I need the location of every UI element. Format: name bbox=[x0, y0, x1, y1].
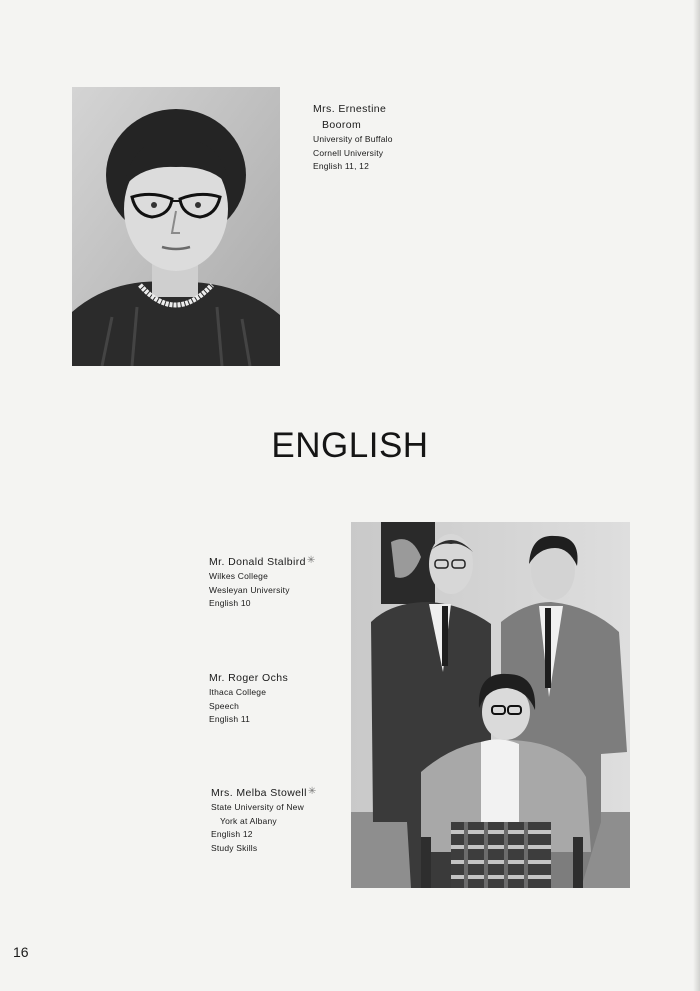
portrait-photo-boorom bbox=[72, 87, 280, 366]
page-number: 16 bbox=[13, 944, 29, 960]
faculty-name: Mrs. Melba Stowell bbox=[211, 787, 307, 799]
faculty-detail: York at Albany bbox=[220, 815, 277, 826]
faculty-detail: English 12 bbox=[211, 829, 253, 839]
faculty-detail: Wesleyan University bbox=[209, 584, 290, 595]
faculty-name: Mrs. Ernestine bbox=[313, 103, 387, 115]
faculty-detail: English 10 bbox=[209, 598, 251, 608]
portrait-illustration bbox=[72, 87, 280, 366]
faculty-detail: Study Skills bbox=[211, 842, 258, 853]
faculty-detail: University of Buffalo bbox=[313, 134, 393, 144]
caption-ochs bbox=[209, 670, 288, 727]
faculty-detail: Cornell University bbox=[313, 147, 384, 158]
faculty-detail: English 11, 12 bbox=[313, 161, 370, 171]
faculty-detail: Ithaca College bbox=[209, 687, 267, 697]
group-photo-faculty bbox=[351, 522, 630, 888]
star-mark-icon: ✳ bbox=[306, 555, 316, 566]
caption-stalbird bbox=[209, 553, 316, 611]
page-title: ENGLISH bbox=[271, 426, 429, 465]
caption-stowell bbox=[211, 784, 317, 855]
faculty-detail: Speech bbox=[209, 700, 240, 711]
faculty-name: Mr. Donald Stalbird bbox=[209, 556, 306, 568]
group-illustration bbox=[351, 522, 630, 888]
faculty-name-continued: Boorom bbox=[322, 119, 362, 131]
star-mark-icon: ✳ bbox=[307, 786, 317, 797]
faculty-name: Mr. Roger Ochs bbox=[209, 672, 289, 684]
faculty-detail: State University of New bbox=[211, 802, 304, 812]
page-edge-shadow bbox=[693, 0, 700, 991]
faculty-detail: English 11 bbox=[209, 714, 251, 724]
caption-boorom bbox=[313, 101, 393, 174]
faculty-detail: Wilkes College bbox=[209, 571, 269, 581]
faculty-name-row bbox=[209, 553, 316, 570]
faculty-name-row bbox=[211, 784, 317, 801]
